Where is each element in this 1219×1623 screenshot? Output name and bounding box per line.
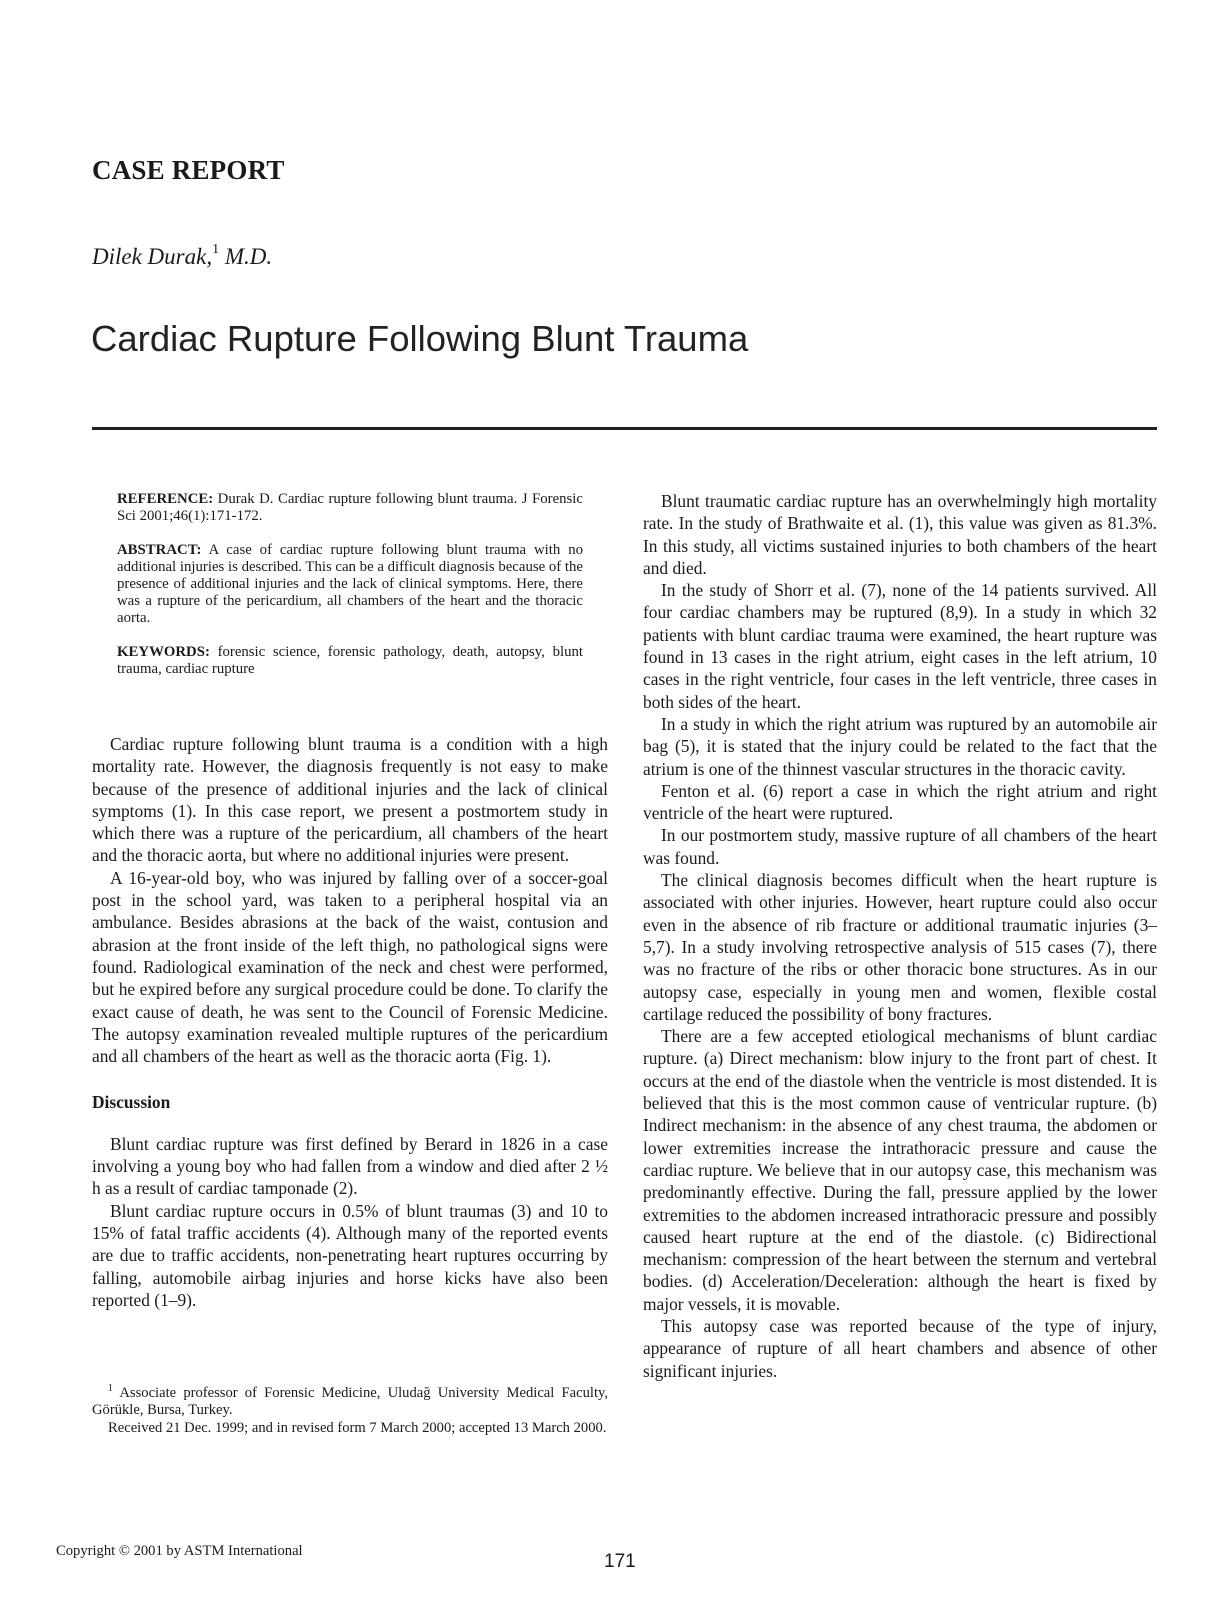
body-paragraph: Cardiac rupture following blunt trauma is a condition with a high mortality rate. However, the diagnosis frequently is not easy to make because of the presence of additional injuries and the lack of clinical symptoms (1). In this case report, we present a postmortem study in which there was a rupture of the pericardium, all chambers of the heart and the thoracic aorta, but where no additional injuries were present. — [92, 734, 608, 866]
affiliation-text: Associate professor of Forensic Medicine, Uludağ University Medical Faculty, Görükle, Bursa, Turkey. — [92, 1384, 608, 1419]
body-paragraph: In our postmortem study, massive rupture of all chambers of the heart was found. — [643, 825, 1157, 868]
abstract-box — [117, 491, 583, 695]
abstract-label: ABSTRACT: — [117, 542, 202, 558]
author-line — [92, 244, 272, 270]
received-footnote: Received 21 Dec. 1999; and in revised form 7 March 2000; accepted 13 March 2000. — [108, 1419, 607, 1436]
body-paragraph: Blunt traumatic cardiac rupture has an overwhelmingly high mortality rate. In the study of Brathwaite et al. (1), this value was given as 81.3%. In this study, all victims sustained injuries to both chambers of the heart and died. — [643, 491, 1157, 578]
right-column — [643, 490, 1157, 1382]
body-paragraph: The clinical diagnosis becomes difficult when the heart rupture is associated with other injuries. However, heart rupture could also occur even in the absence of rib fracture or additional traumatic injuries (3–5,7). In a study involving retrospective analysis of 515 cases (7), there was no fracture of the ribs or other thoracic bone structures. As in our autopsy case, especially in young men and women, flexible costal cartilage reduced the possibility of bony fractures. — [643, 870, 1157, 1024]
left-column — [92, 733, 608, 1311]
section-label: CASE REPORT — [92, 155, 285, 185]
article-title: Cardiac Rupture Following Blunt Trauma — [91, 318, 749, 359]
copyright-notice: Copyright © 2001 by ASTM International — [56, 1543, 303, 1559]
body-paragraph: Blunt cardiac rupture occurs in 0.5% of blunt traumas (3) and 10 to 15% of fatal traffic accidents (4). Although many of the reported events are due to traffic accidents, non-penetrating heart ruptures occurring by falling, automobile airbag injuries and horse kicks have also been reported (1–9). — [92, 1200, 608, 1310]
reference-label: REFERENCE: — [117, 491, 214, 507]
affiliation-mark: 1 — [108, 1383, 113, 1394]
page-number: 171 — [604, 1551, 636, 1572]
body-paragraph: A 16-year-old boy, who was injured by falling over of a soccer-goal post in the school yard, was taken to a peripheral hospital via an ambulance. Besides abrasions at the back of the waist, contusion and abrasion at the front inside of the left thigh, no pathological signs were found. Radiological examination of the neck and chest were performed, but he expired before any surgical procedure could be done. To clarify the exact cause of death, he was sent to the Council of Forensic Medicine. The autopsy examination revealed multiple ruptures of the pericardium and all chambers of the heart as well as the thoracic aorta (Fig. 1). — [92, 867, 608, 1067]
author-note-mark: 1 — [212, 242, 220, 258]
affiliation-footnote — [92, 1380, 608, 1420]
body-paragraph: This autopsy case was reported because of the type of injury, appearance of rupture of all heart chambers and absence of other significant injuries. — [643, 1315, 1157, 1381]
body-paragraph: Blunt cardiac rupture was first defined by Berard in 1826 in a case involving a young boy who had fallen from a window and died after 2 ½ h as a result of cardiac tamponade (2). — [92, 1133, 608, 1199]
abstract-paragraph — [117, 542, 583, 627]
keywords-paragraph — [117, 644, 583, 678]
reference-text: Durak D. Cardiac rupture following blunt trauma. J Forensic Sci 2001;46(1):171-172. — [117, 491, 583, 524]
body-paragraph: In the study of Shorr et al. (7), none of the 14 patients survived. All four cardiac chambers may be ruptured (8,9). In a study in which 32 patients with blunt cardiac trauma were examined, the heart rupture was found in 13 cases in the right atrium, eight cases in the left atrium, 10 cases in the right ventricle, four cases in the left ventricle, three cases in both sides of the heart. — [643, 580, 1157, 712]
body-paragraph: In a study in which the right atrium was ruptured by an automobile air bag (5), it is stated that the injury could be related to the fact that the atrium is one of the thinnest vascular structures in the thoracic cavity. — [643, 713, 1157, 779]
footnotes — [92, 1380, 608, 1437]
author-name: Dilek Durak, — [92, 244, 213, 269]
keywords-text: forensic science, forensic pathology, death, autopsy, blunt trauma, cardiac rupture — [117, 644, 583, 677]
body-paragraph: Fenton et al. (6) report a case in which the right atrium and right ventricle of the heart were ruptured. — [643, 780, 1157, 824]
author-degree: M.D. — [219, 244, 273, 269]
title-rule — [92, 427, 1157, 430]
body-paragraph: There are a few accepted etiological mechanisms of blunt cardiac rupture. (a) Direct mechanism: blow injury to the front part of chest. It occurs at the end of the diastole when the ventricle is most distended. It is believed that this is the most common cause of ventricular rupture. (b) Indirect mechanism: in the absence of any chest trauma, the abdomen or lower extremities increase the intrathoracic pressure and cause the cardiac rupture. We believe that in our autopsy case, this mechanism was predominantly effective. During the fall, pressure applied by the lower extremities to the abdomen increased intrathoracic pressure and possibly caused heart rupture at the end of the diastole. (c) Bidirectional mechanism: compression of the heart between the sternum and vertebral bodies. (d) Acceleration/Deceleration: although the heart is fixed by major vessels, it is movable. — [643, 1026, 1157, 1314]
discussion-heading: Discussion — [92, 1092, 171, 1113]
keywords-label: KEYWORDS: — [117, 644, 210, 660]
reference-paragraph — [117, 491, 583, 525]
abstract-text: A case of cardiac rupture following blunt trauma with no additional injuries is described. This can be a difficult diagnosis because of the presence of additional injuries and the lack of clinical symptoms. Here, there was a rupture of the pericardium, all chambers of the heart and the thoracic aorta. — [117, 542, 583, 626]
